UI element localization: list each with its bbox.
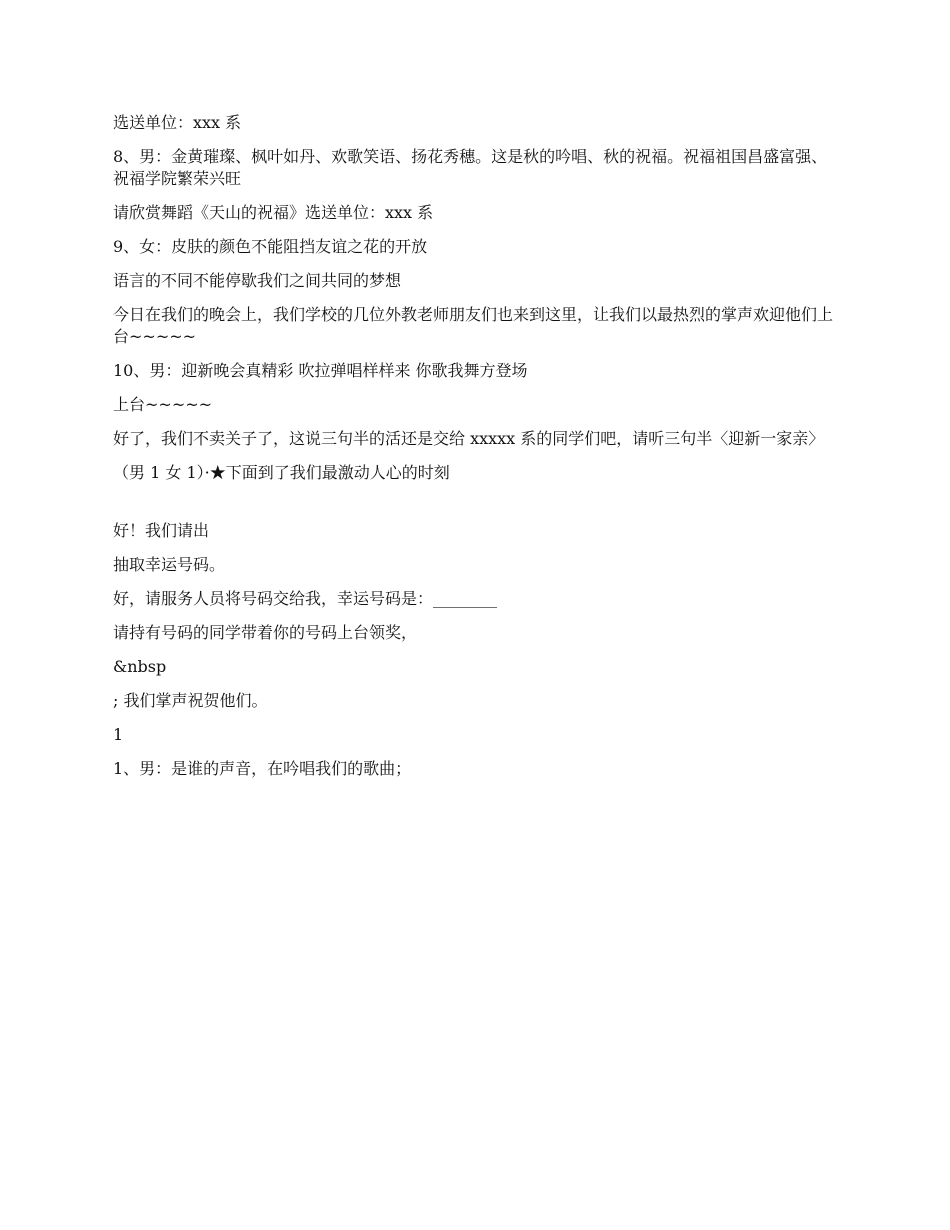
paragraph: 10、男：迎新晚会真精彩 吹拉弹唱样样来 你歌我舞方登场: [113, 361, 528, 380]
document-page: [113, 112, 843, 792]
paragraph: ; 我们掌声祝贺他们。: [113, 691, 268, 710]
blank-line: [113, 496, 843, 520]
paragraph: 9、女：皮肤的颜色不能阻挡友谊之花的开放: [113, 237, 428, 256]
paragraph: （男 1 女 1）·★下面到了我们最激动人心的时刻: [113, 463, 450, 482]
paragraph: 选送单位：xxx 系: [113, 113, 242, 132]
paragraph: 请欣赏舞蹈《天山的祝福》选送单位：xxx 系: [113, 203, 434, 222]
paragraph: 语言的不同不能停歇我们之间共同的梦想: [113, 271, 402, 290]
paragraph: &nbsp: [113, 657, 167, 676]
paragraph: 好，请服务人员将号码交给我，幸运号码是：________: [113, 589, 498, 608]
paragraph: 8、男：金黄璀璨、枫叶如丹、欢歌笑语、扬花秀穗。这是秋的吟唱、秋的祝福。祝福祖国昌盛富强、祝福学院繁荣兴旺: [113, 147, 828, 188]
paragraph: 好了，我们不卖关子了，这说三句半的活还是交给 xxxxx 系的同学们吧，请听三句半〈迎新一家亲〉: [113, 429, 825, 448]
paragraph: 今日在我们的晚会上，我们学校的几位外教老师朋友们也来到这里，让我们以最热烈的掌声欢迎他们上台~~~~~: [113, 305, 834, 346]
paragraph: 好！我们请出: [113, 521, 210, 540]
paragraph: 请持有号码的同学带着你的号码上台领奖，: [113, 623, 418, 642]
paragraph: 1: [113, 725, 124, 744]
paragraph: 抽取幸运号码。: [113, 555, 226, 574]
paragraph: 1、男：是谁的声音，在吟唱我们的歌曲；: [113, 759, 412, 778]
paragraph: 上台~~~~~: [113, 395, 213, 414]
